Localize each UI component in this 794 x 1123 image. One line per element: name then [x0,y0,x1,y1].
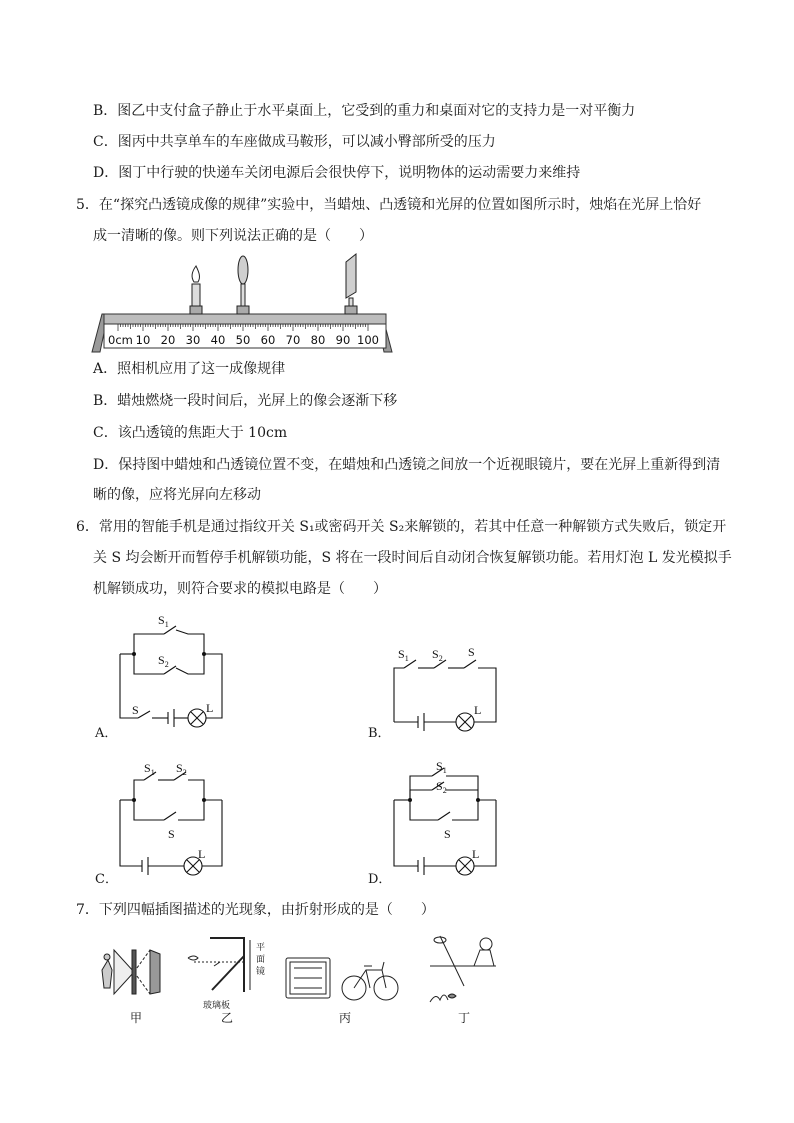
fig-label-bing: 丙 [339,1011,352,1025]
q5-stem-line2: 成一清晰的像。则下列说法正确的是（ ） [93,228,373,244]
label-l: L [472,847,480,861]
label-s: S [132,703,139,717]
q7-figures [94,930,534,1026]
label-l: L [198,847,206,861]
figure-jia [102,950,160,994]
glass-label: 玻璃板 [203,1001,231,1011]
fig-label-yi: 乙 [221,1011,234,1025]
label-s: S [168,827,175,841]
ruler-label: 10 [135,333,151,347]
circuit-c [118,760,230,875]
label-s2: $S_2$ [436,779,447,795]
label-s1: $S_1$ [158,613,169,629]
circuit-d [392,760,504,875]
ruler-label: 100 [357,333,379,347]
ruler-label: 40 [210,333,226,347]
choice-d-label: D． [368,872,392,887]
q5-option-d-line1: D．保持图中蜡烛和凸透镜位置不变，在蜡烛和凸透镜之间放一个近视眼镜片，要在光屏上重新得到清 [93,457,721,473]
light-screen [345,254,357,314]
label-s2: $S_2$ [176,761,187,777]
q6-stem-line3: 机解锁成功，则符合要求的模拟电路是（ ） [93,581,387,597]
ruler-label: 90 [335,333,351,347]
circuit-a [118,612,228,724]
q5-option-c: C．该凸透镜的焦距大于 10cm [93,425,288,441]
label-s1: $S_1$ [144,761,155,777]
figure-yi [188,938,250,992]
figure-ding [430,936,496,1002]
mirror-label-3: 镜 [256,967,266,977]
mirror-label-1: 平 [256,943,266,953]
q5-stem-line1: 5．在“探究凸透镜成像的规律”实验中，当蜡烛、凸透镜和光屏的位置如图所示时，烛焰在光屏上恰好 [76,197,702,213]
q6-stem-line1: 6．常用的智能手机是通过指纹开关 S₁或密码开关 S₂来解锁的，若其中任意一种解锁方式失败后，锁定开 [76,519,727,535]
q4-option-c: C．图丙中共享单车的车座做成马鞍形，可以减小臀部所受的压力 [93,134,496,150]
ruler-label: 70 [285,333,301,347]
label-s1: $S_1$ [436,759,447,775]
circuit-b [390,646,502,726]
choice-b-label: B． [368,726,391,741]
ruler-label: 80 [310,333,326,347]
q4-option-b: B．图乙中支付盒子静止于水平桌面上，它受到的重力和桌面对它的支持力是一对平衡力 [93,103,636,119]
ruler-label: 60 [260,333,276,347]
optical-bench-figure [90,252,400,356]
label-s2: $S_2$ [432,647,443,663]
ruler-label: 30 [185,333,201,347]
candle [190,266,202,314]
mirror-label-2: 面 [256,955,266,965]
label-l: L [474,703,482,717]
label-s: S [468,645,475,659]
q6-stem-line2: 关 S 均会断开而暂停手机解锁功能，S 将在一段时间后自动闭合恢复解锁功能。若用灯泡 L 发光模拟手 [93,550,732,566]
label-s1: $S_1$ [398,647,409,663]
q5-option-b: B．蜡烛燃烧一段时间后，光屏上的像会逐渐下移 [93,393,398,409]
label-l: L [206,701,214,715]
fig-label-jia: 甲 [130,1011,143,1025]
choice-a-label: A． [95,726,118,741]
q5-option-a: A．照相机应用了这一成像规律 [93,361,286,377]
label-s2: $S_2$ [158,653,169,669]
q4-option-d: D．图丁中行驶的快递车关闭电源后会很快停下，说明物体的运动需要力来维持 [93,165,581,181]
ruler-label: 0cm [108,333,133,347]
convex-lens [237,256,249,314]
figure-bing [286,958,398,1000]
ruler-label: 20 [160,333,176,347]
ruler-label: 50 [235,333,251,347]
q7-stem: 7．下列四幅插图描述的光现象，由折射形成的是（ ） [76,902,435,918]
label-s: S [444,827,451,841]
q5-option-d-line2: 晰的像，应将光屏向左移动 [93,487,261,503]
fig-label-ding: 丁 [458,1011,471,1025]
choice-c-label: C． [95,872,118,887]
